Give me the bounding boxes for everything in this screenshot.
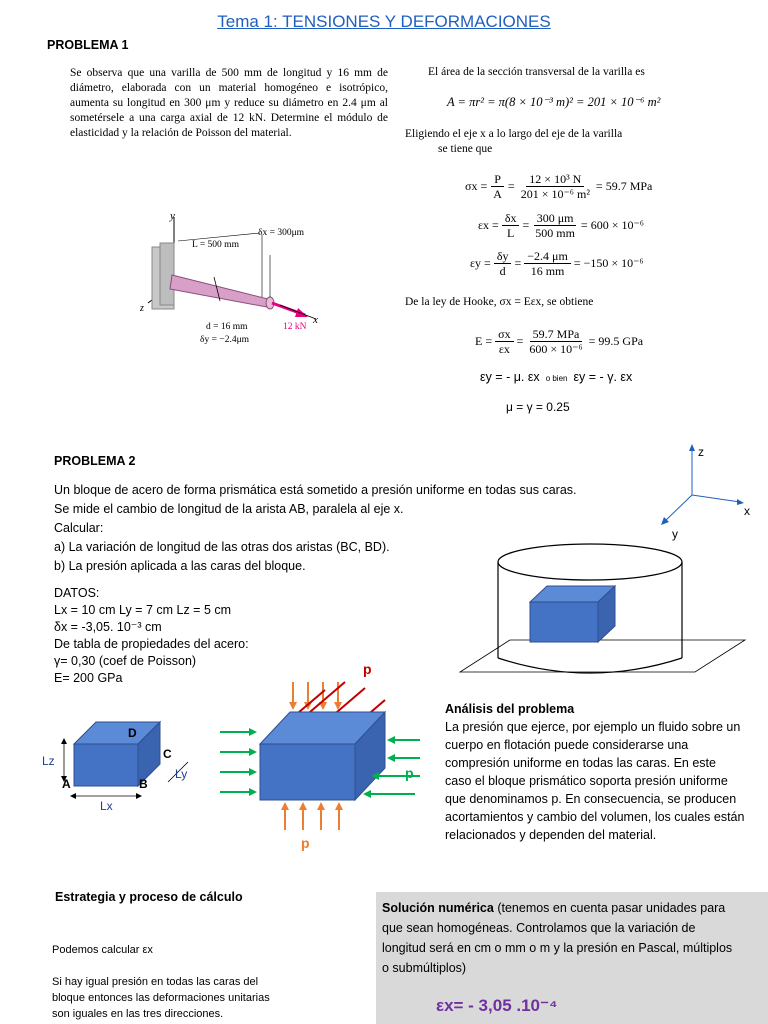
poisson-relation [480, 370, 632, 384]
pressure-block-figure [215, 660, 425, 855]
area-equation: A = πr² = π(8 × 10⁻³ m)² = 201 × 10⁻⁶ m² [447, 95, 661, 109]
strategy-line1: Podemos calcular εx [52, 944, 153, 956]
epsy-num-1: δy [494, 249, 512, 264]
rod-body [170, 275, 272, 308]
epsx-num-2: 300 μm [534, 211, 577, 226]
datos-delta: δx = -3,05. 10⁻³ cm [54, 620, 162, 634]
solution-text-block [376, 892, 742, 978]
epsy-equation: εy = $\frac{\delta y}{d}$ = $\frac{-2.4 \mu m}{16 mm}$ = −150 × 10⁻⁶ [470, 249, 644, 278]
tank-top [498, 544, 682, 580]
sigma-result: = 59.7 MPa [595, 179, 653, 193]
label-D: D [128, 726, 137, 740]
epsx-den-2: 500 mm [535, 226, 575, 240]
orange-arrows-top [289, 682, 342, 710]
E-den-2: 600 × 10⁻⁶ [529, 342, 583, 356]
E-equation: E = $\frac{\sigma x}{\varepsilon x}$ = $\frac{\text{59.7 MPa}}{\text{600 × 10⁻⁶}}$ = 99.5 GPa [475, 327, 644, 356]
axis-intro-2: se tiene que [438, 143, 493, 155]
tank-floor [460, 640, 745, 672]
fig-dx-label: δx = 300μm [258, 228, 305, 238]
datos-dims: Lx = 10 cm Ly = 7 cm Lz = 5 cm [54, 603, 232, 617]
strategy-title: Estrategia y proceso de cálculo [55, 890, 243, 904]
axis-x-label: x [744, 504, 750, 518]
epsx-result: = 600 × 10⁻⁶ [580, 218, 644, 232]
epsx-frac-1 [502, 211, 520, 240]
solution-box [376, 892, 768, 1024]
analysis-title: Análisis del problema [445, 702, 575, 716]
poisson-or: o bien [545, 374, 568, 383]
load-arrowhead [295, 308, 308, 317]
x-axis [692, 495, 740, 502]
epsy-den-1: d [499, 264, 506, 278]
label-B: B [139, 777, 148, 791]
epsx-den-1: L [506, 226, 515, 240]
epsy-frac-1 [494, 249, 512, 278]
label-Ly: Ly [175, 767, 188, 781]
problem2-line2: Se mide el cambio de longitud de la arista AB, paralela al eje x. [54, 502, 404, 516]
label-A: A [62, 777, 71, 791]
problem2-line1: Un bloque de acero de forma prismática está sometido a presión uniforme en todas sus caras. [54, 483, 577, 497]
strategy-line2: Si hay igual presión en todas las caras del bloque entonces las deformaciones unitarias son iguales en las tres direcciones. [52, 976, 270, 1020]
fig-dy-label: δy = −2.4μm [200, 335, 250, 345]
label-C: C [163, 747, 172, 761]
tank-block-front [530, 602, 598, 642]
analysis-text: La presión que ejerce, por ejemplo un fluido sobre un cuerpo en flotación puede considerarse una compresión uniforme en todas las caras. En este caso el bloque prismático soporta presión uniforme que denominamos p. En consecuencia, se producen acortamientos y cambio del volumen, los cuales están relacionados y dependen del material. [445, 720, 745, 842]
page-title: Tema 1: TENSIONES Y DEFORMACIONES [217, 12, 551, 31]
epsy-frac-2 [524, 249, 571, 278]
fig-y-label: y [170, 210, 175, 222]
pressure-label-bottom: p [301, 835, 310, 851]
poisson-rel-2: εy = - γ. εx [573, 370, 633, 384]
datos-E: E= 200 GPa [54, 671, 123, 685]
E-lhs: E = [475, 334, 493, 348]
axis-y-label: y [672, 527, 678, 541]
epsx-frac-2 [532, 211, 578, 240]
fig-d-label: d = 16 mm [206, 322, 248, 332]
E-num-1: σx [495, 327, 513, 342]
green-arrows-left [220, 728, 257, 796]
E-frac-1 [495, 327, 513, 356]
E-den-1: εx [498, 342, 510, 356]
problem1-statement: Se observa que una varilla de 500 mm de longitud y 16 mm de diámetro, elaborada con un material homogéneo e isotrópico, aumenta su longitud en 300 μm y reduce su diámetro en 2.4 μm al sometérsele a una carga axial de 12 kN. Determine el módulo de elasticidad y la relación de Poisson del material. [70, 67, 388, 139]
tank-figure [455, 540, 755, 690]
pressure-block-front [260, 744, 355, 800]
sigma-den-2: 201 × 10⁻⁶ m² [520, 187, 590, 201]
labeled-block-figure [38, 710, 198, 815]
analysis-block [445, 700, 745, 844]
fig-load-label: 12 kN [283, 322, 307, 332]
hooke-text: De la ley de Hooke, σx = Eεx, se obtiene [405, 296, 594, 308]
tank-bottom [498, 658, 682, 673]
epsx-lhs: εx = [478, 218, 499, 232]
xyz-axes-figure [650, 440, 760, 545]
E-result: = 99.5 GPa [588, 334, 644, 348]
problem2-line5: b) La presión aplicada a las caras del bloque. [54, 559, 306, 573]
solution-text: (tenemos en cuenta pasar unidades para que sean homogéneas. Controlamos que la variación de longitud será en cm o mm o m y la presión en Pascal, múltiplos o submúltiplos) [382, 901, 733, 975]
epsy-den-2: 16 mm [530, 264, 565, 278]
label-Lz: Lz [42, 754, 55, 768]
y-axis [664, 495, 692, 522]
epsx-equation: εx = $\frac{\delta x}{L}$ = $\frac{300 \mu m}{500 mm}$ = 600 × 10⁻⁶ [478, 211, 644, 240]
epsy-lhs: εy = [470, 256, 491, 270]
area-intro: El área de la sección transversal de la varilla es [428, 66, 645, 78]
solution-title: Solución numérica [382, 901, 494, 915]
datos-title: DATOS: [54, 586, 100, 600]
problem2-line4: a) La variación de longitud de las otras dos aristas (BC, BD). [54, 540, 390, 554]
fig-L-label: L = 500 mm [192, 240, 239, 250]
orange-arrows-bottom [281, 802, 343, 830]
fig-z-label: z [140, 303, 144, 314]
poisson-value: μ = γ = 0.25 [506, 400, 570, 414]
fig-x-label: x [313, 314, 318, 326]
E-num-2: 59.7 MPa [530, 327, 583, 342]
problem1-heading: PROBLEMA 1 [47, 38, 129, 52]
sigma-den-1: A [493, 187, 502, 201]
poisson-rel-1: εy = - μ. εx [480, 370, 540, 384]
axis-intro-1: Eligiendo el eje x a lo largo del eje de la varilla [405, 128, 623, 140]
sigma-frac-2 [518, 172, 593, 201]
sigma-num-2: 12 × 10³ N [526, 172, 584, 187]
epsx-num-1: δx [502, 211, 520, 226]
sigma-equation: σx = $\frac{P}{A}$ = $\frac{\text{12 × 10³ N}}{\text{201 × 10⁻⁶ m²}}$ = 59.7 MPa [465, 172, 653, 201]
epsy-result: = −150 × 10⁻⁶ [573, 256, 644, 270]
E-frac-2 [526, 327, 585, 356]
solution-result: εx= - 3,05 .10⁻⁴ [436, 996, 558, 1015]
axis-z-label: z [698, 445, 704, 459]
rod-figure [130, 205, 400, 355]
sigma-frac-1 [490, 172, 505, 201]
sigma-num-1: P [491, 172, 504, 187]
label-Lx: Lx [100, 799, 113, 813]
epsy-num-2: −2.4 μm [524, 249, 571, 264]
problem2-heading: PROBLEMA 2 [54, 454, 136, 468]
pressure-label-top: p [363, 661, 372, 677]
pressure-label-right: p [405, 765, 414, 781]
sigma-lhs: σx = [465, 179, 488, 193]
problem2-line3: Calcular: [54, 521, 104, 535]
datos-table: De tabla de propiedades del acero: [54, 637, 249, 651]
datos-gamma: γ= 0,30 (coef de Poisson) [54, 654, 197, 668]
block-front-face [74, 744, 138, 786]
